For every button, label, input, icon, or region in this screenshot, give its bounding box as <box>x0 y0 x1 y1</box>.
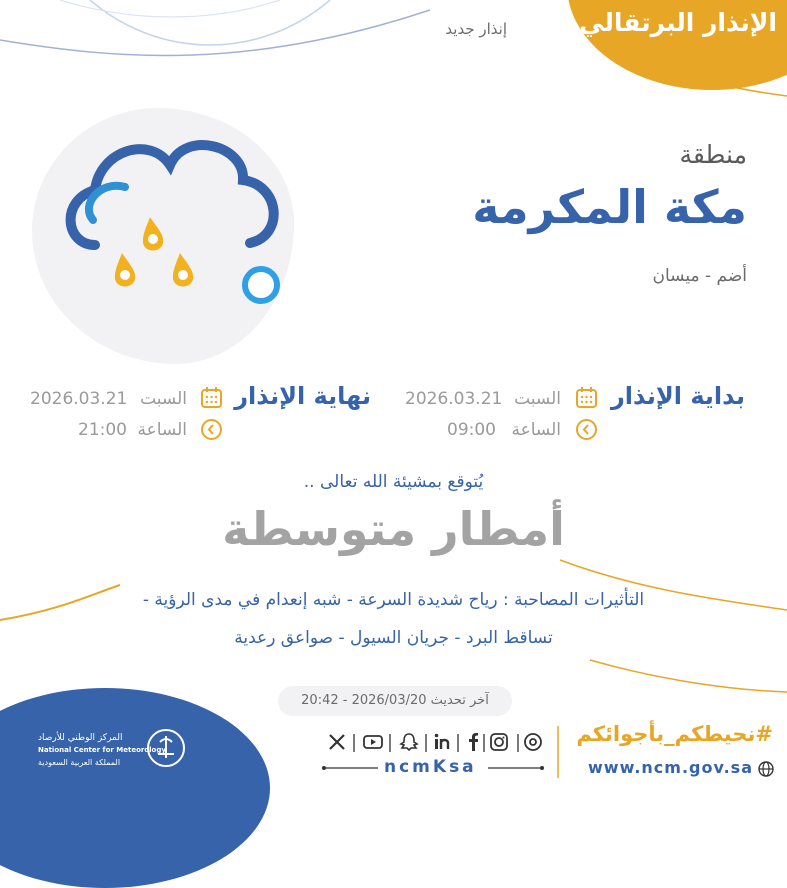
forecast-intro: يُتوقع بمشيئة الله تعالى .. <box>303 472 484 492</box>
last-updated-badge: آخر تحديث 2026/03/20 - 20:42 <box>278 686 512 716</box>
end-title: نهاية الإنذار <box>234 382 371 410</box>
calendar-icon <box>575 386 598 409</box>
impacts-line-2: تساقط البرد - جريان السيول - صواعق رعدية <box>234 628 553 648</box>
start-day: السبت <box>514 389 561 409</box>
calendar-icon <box>200 386 223 409</box>
new-warning-label: إنذار جديد <box>445 20 507 38</box>
impacts-line-1: التأثيرات المصاحبة : رياح شديدة السرعة - شبه إنعدام في مدى الرؤية - <box>142 590 645 610</box>
website-link[interactable]: www.ncm.gov.sa <box>588 758 753 777</box>
alert-level-title: الإنذار البرتقالي <box>579 8 777 37</box>
start-time: 09:00 <box>447 420 496 440</box>
end-day: السبت <box>140 389 187 409</box>
weather-phenomenon: أمطار متوسطة <box>222 502 565 556</box>
social-handle: ncmKsa <box>384 757 477 777</box>
footer-divider <box>556 726 560 778</box>
rain-cloud-icon <box>55 125 290 310</box>
start-date: 2026.03.21 <box>405 389 503 409</box>
end-time: 21:00 <box>78 420 127 440</box>
end-date: 2026.03.21 <box>30 389 128 409</box>
end-hour-label: الساعة <box>137 420 187 440</box>
affected-areas: أضم - ميسان <box>652 266 747 286</box>
globe-icon <box>757 760 775 778</box>
ncm-name-arabic: المركز الوطني للأرصاد <box>38 733 123 743</box>
start-title: بداية الإنذار <box>610 382 745 410</box>
clock-icon <box>200 418 223 441</box>
clock-icon <box>575 418 598 441</box>
region-label: منطقة <box>679 140 747 169</box>
ncm-name-english: National Center for Meteorology <box>38 746 166 754</box>
start-hour-label: الساعة <box>511 420 561 440</box>
ncm-country: المملكة العربية السعودية <box>38 758 121 767</box>
region-name: مكة المكرمة <box>472 180 747 234</box>
campaign-hashtag: #نحيطكم_بأجوائكم <box>576 722 773 746</box>
